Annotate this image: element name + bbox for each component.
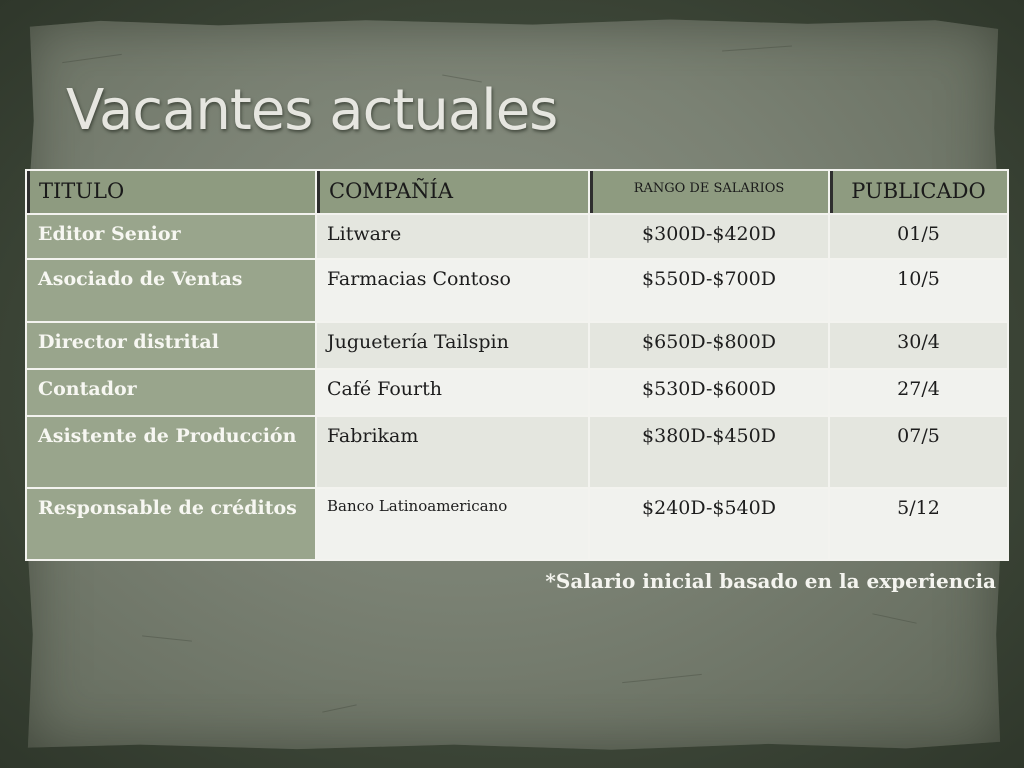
cell-titulo: Responsable de créditos	[26, 488, 316, 560]
salary-footnote: *Salario inicial basado en la experiencia	[545, 569, 996, 593]
cell-rango: $530D-$600D	[589, 369, 829, 416]
cell-publicado: 01/5	[829, 214, 1008, 259]
table-row	[26, 488, 1008, 560]
table-row	[26, 322, 1008, 369]
cell-titulo: Asistente de Producción	[26, 416, 316, 488]
cell-compania: Café Fourth	[316, 369, 589, 416]
table-row	[26, 214, 1008, 259]
cell-rango: $550D-$700D	[589, 259, 829, 322]
table-header-row	[26, 170, 1008, 214]
cell-compania: Juguetería Tailspin	[316, 322, 589, 369]
cell-rango: $240D-$540D	[589, 488, 829, 560]
cell-publicado: 5/12	[829, 488, 1008, 560]
table-row	[26, 369, 1008, 416]
cell-rango: $300D-$420D	[589, 214, 829, 259]
cell-rango: $650D-$800D	[589, 322, 829, 369]
slide-title: Vacantes actuales	[66, 78, 558, 143]
cell-publicado: 10/5	[829, 259, 1008, 322]
cell-titulo: Director distrital	[26, 322, 316, 369]
vacancies-table	[25, 169, 1009, 561]
cell-compania: Litware	[316, 214, 589, 259]
header-titulo: TITULO	[26, 170, 316, 214]
cell-publicado: 30/4	[829, 322, 1008, 369]
header-publicado: PUBLICADO	[829, 170, 1008, 214]
cell-compania: Farmacias Contoso	[316, 259, 589, 322]
cell-compania: Fabrikam	[316, 416, 589, 488]
cell-compania: Banco Latinoamericano	[316, 488, 589, 560]
cell-titulo: Contador	[26, 369, 316, 416]
cell-publicado: 27/4	[829, 369, 1008, 416]
table-row	[26, 416, 1008, 488]
cell-publicado: 07/5	[829, 416, 1008, 488]
header-rango-salarios: RANGO DE SALARIOS	[589, 170, 829, 214]
header-compania: COMPAÑÍA	[316, 170, 589, 214]
cell-rango: $380D-$450D	[589, 416, 829, 488]
table-row	[26, 259, 1008, 322]
cell-titulo: Editor Senior	[26, 214, 316, 259]
cell-titulo: Asociado de Ventas	[26, 259, 316, 322]
